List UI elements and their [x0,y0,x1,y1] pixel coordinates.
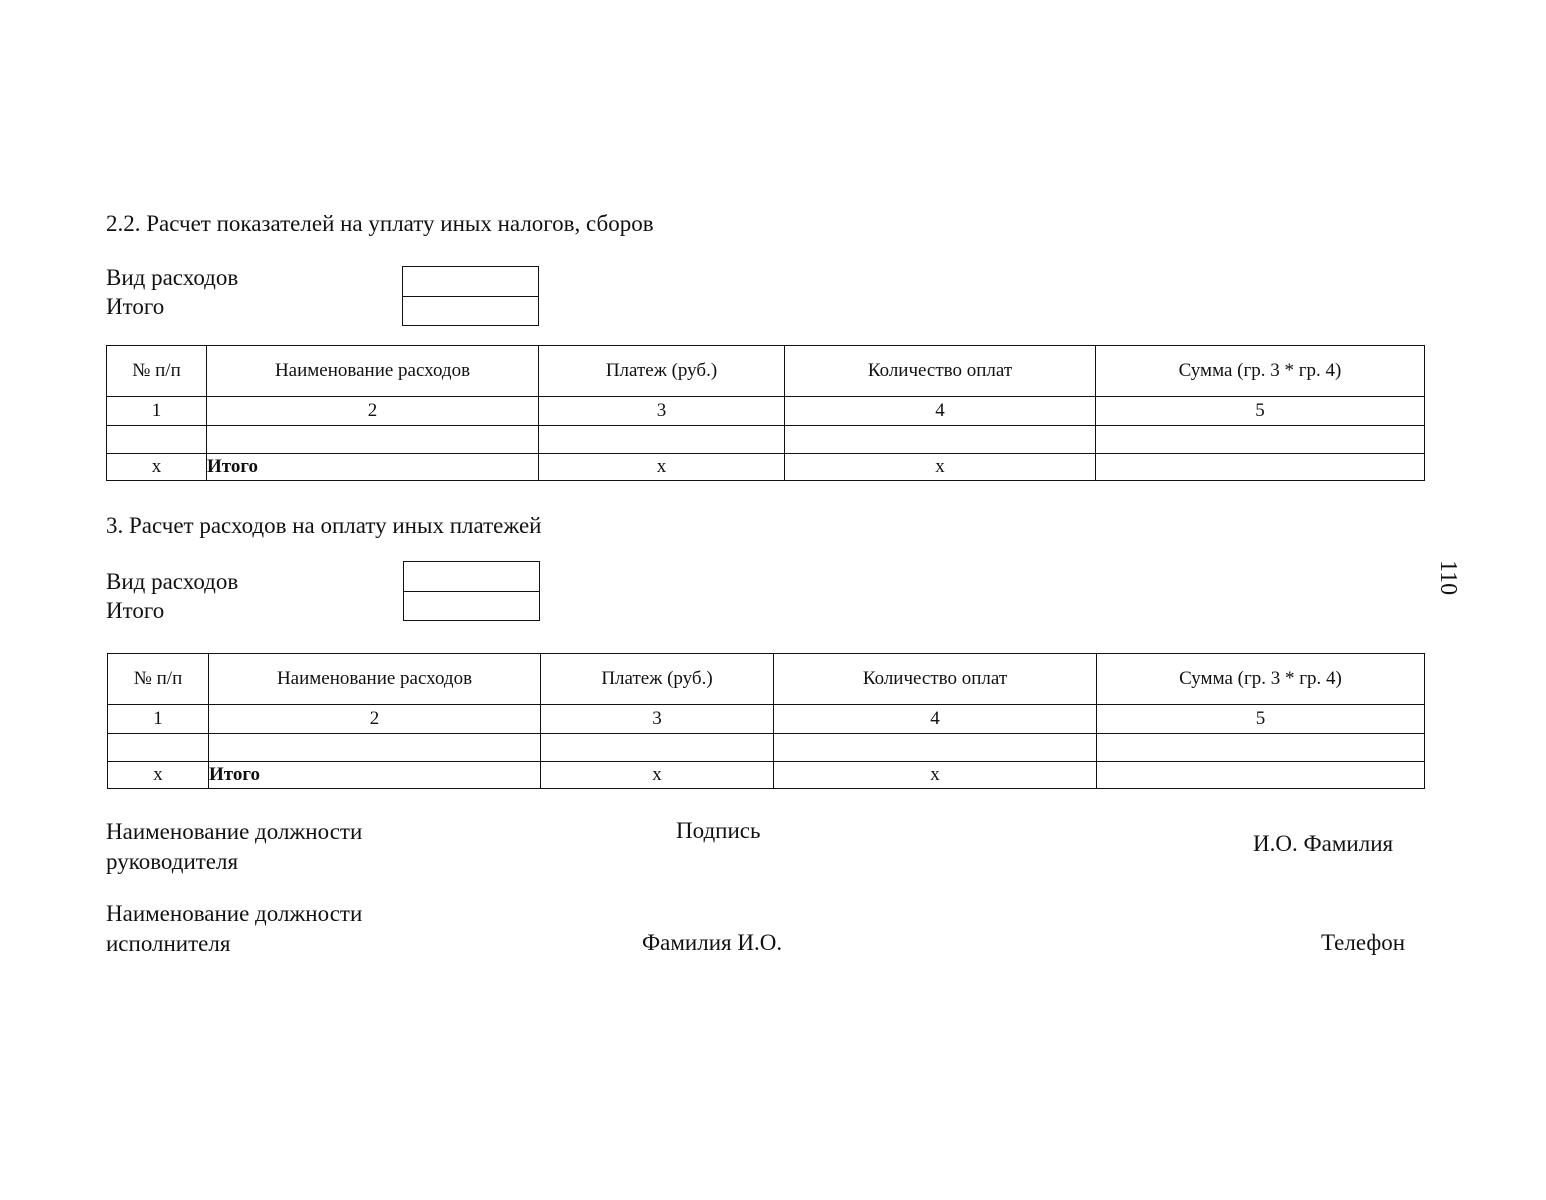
table-total-row [108,762,1425,789]
section-3-title: 3. Расчет расходов на оплату иных платежей [106,513,542,538]
total-label: Итого [106,598,165,623]
section-3-input-box [403,561,540,621]
table-cell[interactable] [774,734,1097,762]
table-row [108,734,1425,762]
header-name: Наименование расходов [207,346,539,397]
executor-position-line2: исполнителя [106,931,231,956]
header-number: № п/п [107,346,207,397]
col-number: 5 [1096,397,1425,426]
head-position-line1: Наименование должности [106,819,363,844]
head-position-line2: руководителя [106,849,239,874]
header-payment: Платеж (руб.) [539,346,785,397]
expense-type-field[interactable] [404,562,539,591]
table-row [107,426,1425,454]
expense-type-label: Вид расходов [106,569,239,594]
expense-type-label: Вид расходов [106,265,239,290]
col-number: 2 [207,397,539,426]
table-cell[interactable] [785,426,1096,454]
total-sum-cell[interactable] [1097,762,1425,789]
phone-label: Телефон [1321,930,1406,955]
total-row-label: Итого [207,454,539,481]
total-cell: x [774,762,1097,789]
col-number: 2 [209,705,541,734]
table-column-numbers-row [107,397,1425,426]
table-cell[interactable] [1096,426,1425,454]
col-number: 3 [541,705,774,734]
header-number: № п/п [108,654,209,705]
total-cell: x [107,454,207,481]
table-cell[interactable] [1097,734,1425,762]
header-count: Количество оплат [785,346,1096,397]
table-header-row [107,346,1425,397]
section-2-2-table [106,345,1425,481]
col-number: 1 [108,705,209,734]
section-2-2-title: 2.2. Расчет показателей на уплату иных налогов, сборов [106,211,654,236]
col-number: 5 [1097,705,1425,734]
table-header-row [108,654,1425,705]
table-cell[interactable] [541,734,774,762]
signature-label: Подпись [676,818,761,843]
page-number: 110 [1435,560,1461,596]
section-3-labels [106,567,238,625]
col-number: 3 [539,397,785,426]
table-cell[interactable] [207,426,539,454]
total-cell: x [108,762,209,789]
total-label: Итого [106,294,165,319]
table-cell[interactable] [107,426,207,454]
total-cell: x [785,454,1096,481]
table-cell[interactable] [108,734,209,762]
expense-type-field[interactable] [403,267,538,296]
total-row-label: Итого [209,762,541,789]
total-cell: x [539,454,785,481]
total-sum-cell[interactable] [1096,454,1425,481]
col-number: 4 [785,397,1096,426]
header-count: Количество оплат [774,654,1097,705]
section-2-2-input-box [402,266,539,326]
executor-position-line1: Наименование должности [106,901,363,926]
total-cell: x [541,762,774,789]
section-2-2-labels [106,263,238,321]
table-column-numbers-row [108,705,1425,734]
head-name: И.О. Фамилия [1253,831,1394,856]
executor-position [106,899,362,959]
col-number: 1 [107,397,207,426]
col-number: 4 [774,705,1097,734]
header-sum: Сумма (гр. 3 * гр. 4) [1097,654,1425,705]
header-name: Наименование расходов [209,654,541,705]
table-total-row [107,454,1425,481]
executor-name: Фамилия И.О. [642,930,783,955]
section-3-table [107,653,1425,789]
table-cell[interactable] [209,734,541,762]
table-cell[interactable] [539,426,785,454]
head-position [106,817,362,877]
header-payment: Платеж (руб.) [541,654,774,705]
header-sum: Сумма (гр. 3 * гр. 4) [1096,346,1425,397]
total-field[interactable] [404,591,539,620]
total-field[interactable] [403,296,538,325]
